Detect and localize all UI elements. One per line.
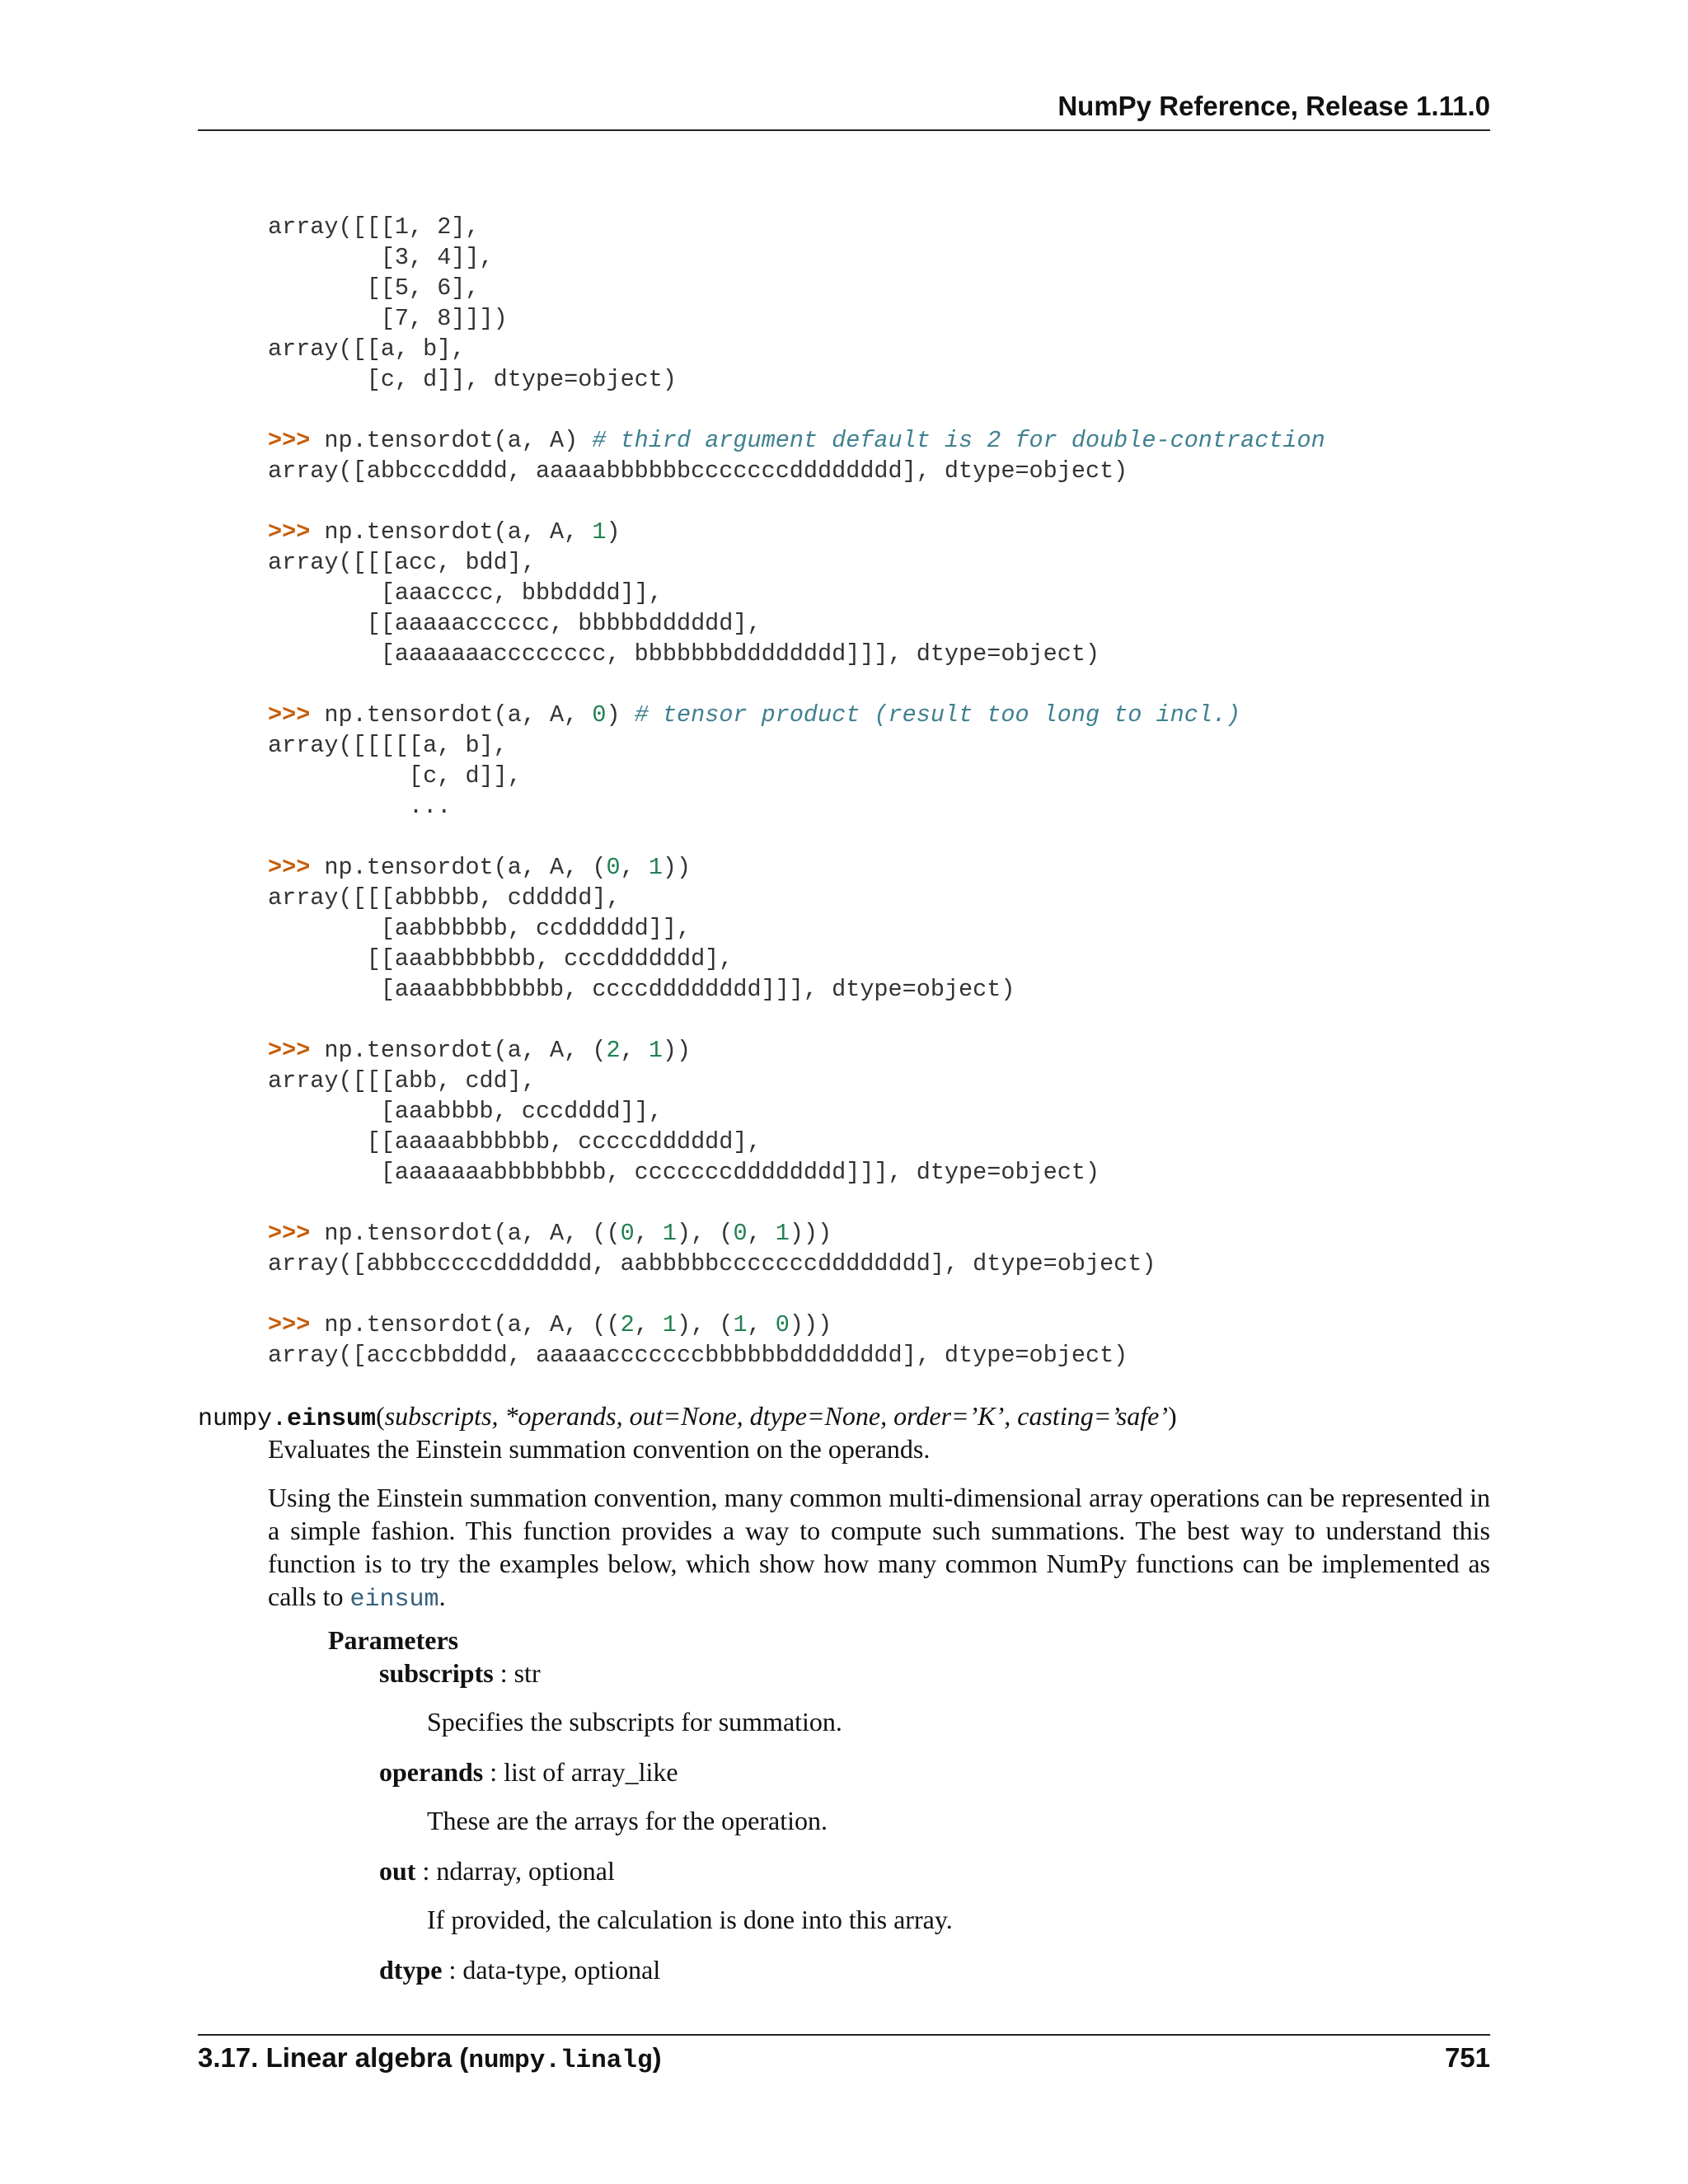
page-number: 751 [1444,2042,1490,2073]
param-type: str [513,1658,541,1688]
code-text: np.tensordot(a, A, [310,518,593,546]
signature-function-name: einsum [287,1405,377,1433]
code-line [268,425,1490,456]
code-text: [[aaabbbbbbb, cccddddddd], [268,945,734,972]
param-sep: : [483,1757,504,1787]
code-line [268,578,1490,608]
footer-section-text: 3.17. Linear algebra ( [198,2042,469,2073]
code-num: 0 [620,1220,635,1247]
code-text: , [620,1037,649,1064]
header-rule [198,129,1490,131]
code-line [268,944,1490,974]
description-text: Using the Einstein summation convention, many common multi-dimensional array operations can be represented in a simple fashion. This function provides a way to compute such summations. The best way to understand this function is to try the examples below, which show how many common NumPy functions can be implemented as calls to [268,1483,1490,1611]
code-line [268,639,1490,669]
code-text: , [747,1220,776,1247]
code-text: [[5, 6], [268,274,480,302]
code-line [268,700,1490,730]
code-text: [aabbbbbb, ccdddddd]], [268,915,692,942]
code-text: [c, d]], [268,762,522,790]
param-desc: These are the arrays for the operation. [427,1806,828,1835]
param-sep: : [442,1955,463,1985]
code-text: , [620,854,649,881]
code-line [268,334,1490,364]
param-name: dtype [379,1955,443,1985]
param-name: operands [379,1757,484,1787]
code-comment: # third argument default is 2 for double-contraction [592,427,1325,454]
code-line [268,913,1490,944]
code-text: [aaaaaaabbbbbbbb, cccccccdddddddd]]], dtype=object) [268,1159,1100,1186]
signature-module: numpy. [198,1405,288,1433]
code-text: [aaabbbb, cccdddd]], [268,1098,663,1125]
code-prompt: >>> [268,1037,311,1064]
code-line [268,883,1490,913]
param-operands [379,1755,678,1788]
code-text: ))) [789,1220,832,1247]
code-line [268,791,1490,822]
code-line [268,242,1490,273]
code-blank-line [268,486,1490,517]
code-text: [[aaaaabbbbbb, cccccdddddd], [268,1128,762,1155]
code-line [268,1218,1490,1249]
code-line [268,303,1490,334]
code-text: array([abbbcccccddddddd, aabbbbbcccccccdddddddd], dtype=object) [268,1250,1156,1277]
description-end: . [438,1582,446,1611]
signature-args: subscripts, *operands, out=None, dtype=None, order=’K’, casting=’safe’ [384,1401,1169,1431]
code-text: np.tensordot(a, A) [310,427,593,454]
code-num: 2 [606,1037,621,1064]
param-dtype [379,1953,660,1986]
code-text: array([acccbbdddd, aaaaacccccccbbbbbbdddddddd], dtype=object) [268,1342,1128,1369]
code-line [268,1340,1490,1371]
signature-open-paren: ( [376,1401,385,1431]
code-text: , [634,1311,663,1338]
code-text: array([[a, b], [268,335,466,363]
code-text: np.tensordot(a, A, (( [310,1311,621,1338]
code-text: [7, 8]]]) [268,305,508,332]
code-prompt: >>> [268,854,311,881]
code-blank-line [268,822,1490,852]
param-desc: Specifies the subscripts for summation. [427,1707,842,1736]
code-num: 1 [662,1220,678,1247]
code-text: np.tensordot(a, A, ( [310,854,607,881]
code-text: [aaaaaaacccccccc, bbbbbbbdddddddd]]], dtype=object) [268,640,1100,668]
param-type: data-type, optional [462,1955,661,1985]
code-text: ... [268,793,452,820]
code-num: 0 [606,854,621,881]
code-line [268,974,1490,1005]
code-text: array([abbcccdddd, aaaaabbbbbbcccccccdddddddd], dtype=object) [268,457,1128,485]
code-blank-line [268,1005,1490,1035]
signature-close-paren: ) [1168,1401,1177,1431]
footer-rule [198,2034,1490,2036]
code-text: , [747,1311,776,1338]
function-description [268,1481,1490,1616]
param-sep: : [415,1856,437,1886]
code-text: )) [662,1037,692,1064]
param-type: list of array_like [504,1757,678,1787]
code-line [268,730,1490,761]
code-text: array([[[abb, cdd], [268,1067,536,1094]
code-blank-line [268,1188,1490,1218]
code-text: ) [606,518,621,546]
param-sep: : [493,1658,514,1688]
code-text: np.tensordot(a, A, ( [310,1037,607,1064]
code-line [268,456,1490,486]
code-example-block [268,212,1490,1371]
code-text: ), ( [677,1220,734,1247]
code-text: , [634,1220,663,1247]
code-text: array([[[abbbbb, cddddd], [268,884,621,912]
param-desc: If provided, the calculation is done into this array. [427,1905,953,1934]
code-num: 1 [775,1220,790,1247]
code-num: 1 [733,1311,748,1338]
code-text: [3, 4]], [268,244,494,271]
code-line [268,212,1490,242]
code-text: [aaacccc, bbbdddd]], [268,579,663,607]
code-text: ), ( [677,1311,734,1338]
code-text: [c, d]], dtype=object) [268,366,677,393]
footer-module: numpy.linalg [468,2046,653,2075]
code-text: array([[[1, 2], [268,213,480,241]
code-line [268,1249,1490,1279]
code-line [268,547,1490,578]
code-line [268,1066,1490,1096]
param-name: subscripts [379,1658,494,1688]
code-line [268,1096,1490,1127]
code-num: 1 [592,518,607,546]
code-line [268,517,1490,547]
param-subscripts [379,1657,541,1690]
code-text: )) [662,854,692,881]
code-blank-line [268,669,1490,700]
code-num: 0 [733,1220,748,1247]
code-text: array([[[acc, bdd], [268,549,536,576]
code-line [268,1157,1490,1188]
code-text: np.tensordot(a, A, [310,701,593,729]
running-header: NumPy Reference, Release 1.11.0 [1057,91,1490,121]
code-prompt: >>> [268,518,311,546]
function-summary: Evaluates the Einstein summation convention on the operands. [268,1434,931,1464]
code-prompt: >>> [268,701,311,729]
code-num: 0 [592,701,607,729]
code-line [268,852,1490,883]
code-blank-line [268,395,1490,425]
code-prompt: >>> [268,1220,311,1247]
code-text: ))) [789,1311,832,1338]
code-line [268,364,1490,395]
code-line [268,761,1490,791]
code-blank-line [268,1279,1490,1310]
code-line [268,1035,1490,1066]
code-text: [[aaaaacccccc, bbbbbdddddd], [268,610,762,637]
code-line [268,1127,1490,1157]
code-text: np.tensordot(a, A, (( [310,1220,621,1247]
parameters-heading: Parameters [328,1625,459,1655]
code-num: 1 [648,854,663,881]
function-signature [198,1399,1490,1436]
code-num: 0 [775,1311,790,1338]
code-text: [aaaabbbbbbbb, ccccdddddddd]]], dtype=object) [268,976,1015,1003]
code-text: array([[[[[a, b], [268,732,508,759]
code-prompt: >>> [268,427,311,454]
param-type: ndarray, optional [436,1856,615,1886]
code-line [268,1310,1490,1340]
einsum-link[interactable]: einsum [349,1586,439,1614]
code-comment: # tensor product (result too long to incl.) [634,701,1241,729]
code-prompt: >>> [268,1311,311,1338]
code-num: 2 [620,1311,635,1338]
footer-section-title [198,2042,662,2075]
param-out [379,1854,615,1887]
param-name: out [379,1856,416,1886]
code-num: 1 [648,1037,663,1064]
code-text: ) [606,701,635,729]
code-line [268,608,1490,639]
code-num: 1 [662,1311,678,1338]
code-line [268,273,1490,303]
footer-close: ) [652,2042,662,2073]
